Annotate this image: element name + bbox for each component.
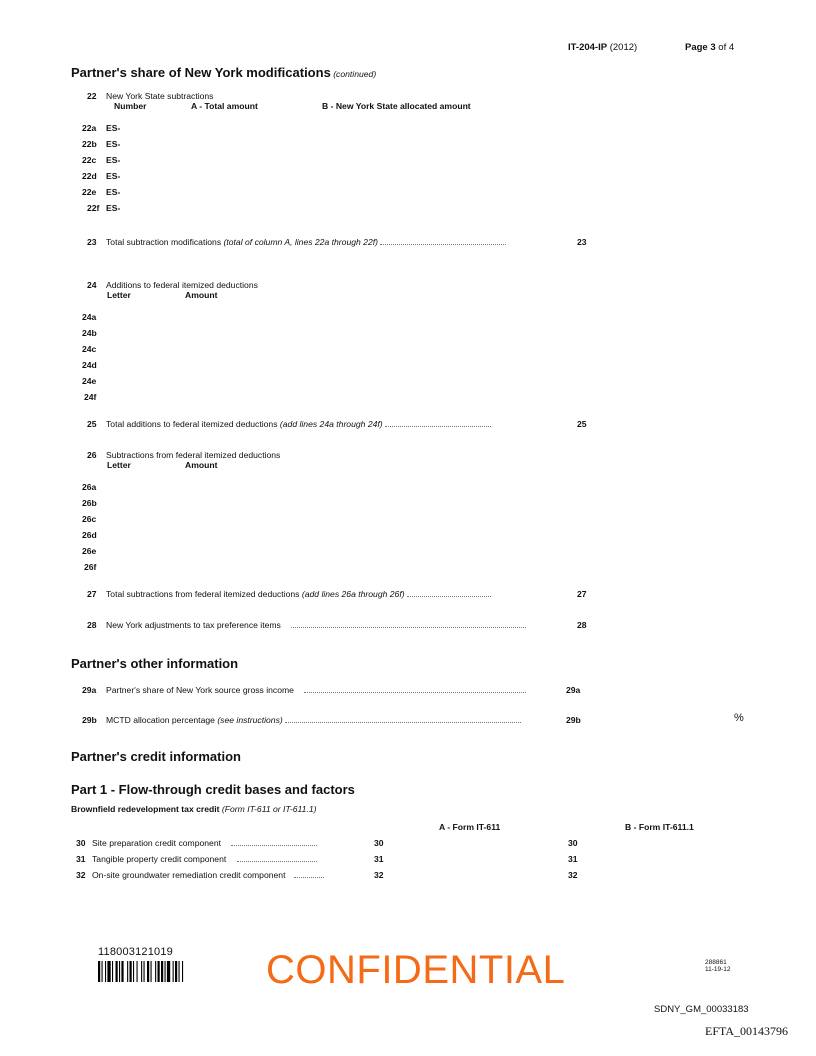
barcode-bar xyxy=(141,961,142,982)
barcode-bar xyxy=(147,961,149,982)
line-29b-label: MCTD allocation percentage xyxy=(106,715,215,725)
line-22-label: New York State subtractions xyxy=(106,91,214,101)
line-24f-num: 24f xyxy=(84,392,97,402)
line-26b-num: 26b xyxy=(82,498,97,508)
barcode-bar xyxy=(161,961,163,982)
line-29a-label: Partner's share of New York source gross income xyxy=(106,685,294,695)
line-27-note: (add lines 26a through 26f) xyxy=(301,589,405,599)
line-28-box: 28 xyxy=(577,620,587,630)
line-22-col-number: Number xyxy=(114,101,147,111)
page-word: Page xyxy=(685,42,708,53)
line-22-col-b: B - New York State allocated amount xyxy=(322,101,471,111)
part-1-title: Part 1 - Flow-through credit bases and factors xyxy=(71,782,355,797)
line-26f-num: 26f xyxy=(84,562,97,572)
line-24-col-letter: Letter xyxy=(107,290,131,300)
line-24e-num: 24e xyxy=(82,376,97,386)
line-28-label: New York adjustments to tax preference items xyxy=(106,620,281,630)
line-25-box: 25 xyxy=(577,419,587,429)
dot-leader xyxy=(385,421,491,427)
barcode-bar xyxy=(167,961,170,982)
line-22b-prefix: ES- xyxy=(106,139,121,149)
line-30-box-a: 30 xyxy=(374,838,384,848)
dot-leader xyxy=(285,717,521,723)
barcode-bar xyxy=(116,961,118,982)
line-26-col-letter: Letter xyxy=(107,460,131,470)
dot-leader xyxy=(294,872,324,878)
barcode-bar xyxy=(137,961,138,982)
line-22-col-a: A - Total amount xyxy=(191,101,258,111)
confidential-watermark: CONFIDENTIAL xyxy=(266,948,566,992)
form-code: 288861 xyxy=(705,959,727,966)
barcode-bar xyxy=(98,961,100,982)
line-27-label: Total subtractions from federal itemized deductions xyxy=(106,589,300,599)
line-24-number: 24 xyxy=(87,280,97,290)
section-title-text: Partner's share of New York modifications xyxy=(71,65,331,80)
page-of: of 4 xyxy=(718,42,735,53)
dot-leader xyxy=(231,840,317,846)
line-24a-num: 24a xyxy=(82,312,97,322)
line-25-text xyxy=(106,419,491,429)
barcode-bar xyxy=(133,961,134,982)
line-28-text xyxy=(106,620,526,630)
line-29b-note: (see instructions) xyxy=(217,715,283,725)
barcode-bar xyxy=(155,961,156,982)
line-22b-num: 22b xyxy=(82,139,97,149)
line-27-box: 27 xyxy=(577,589,587,599)
form-year: (2012) xyxy=(609,42,638,53)
line-26c-num: 26c xyxy=(82,514,97,524)
barcode-bar xyxy=(127,961,128,982)
line-31-box-b: 31 xyxy=(568,854,578,864)
barcode-bar xyxy=(173,961,174,982)
dot-leader xyxy=(380,239,506,245)
line-22e-prefix: ES- xyxy=(106,187,121,197)
line-24-label: Additions to federal itemized deductions xyxy=(106,280,258,290)
line-24-col-amount: Amount xyxy=(185,290,218,300)
line-29b-number: 29b xyxy=(82,715,97,725)
line-23-note: (total of column A, lines 22a through 22f) xyxy=(223,237,378,247)
barcode-number: 118003121019 xyxy=(98,946,173,958)
line-30-number: 30 xyxy=(76,838,86,848)
barcode-bar xyxy=(179,961,180,982)
line-22c-num: 22c xyxy=(82,155,97,165)
line-26-label: Subtractions from federal itemized deductions xyxy=(106,450,281,460)
line-23-number: 23 xyxy=(87,237,97,247)
line-32-label: On-site groundwater remediation credit component xyxy=(92,870,286,880)
page-number: 3 xyxy=(710,42,716,53)
section-title-other-info: Partner's other information xyxy=(71,656,239,671)
line-32-box-a: 32 xyxy=(374,870,384,880)
barcode-bar xyxy=(119,961,120,982)
line-29a-box: 29a xyxy=(566,685,581,695)
form-date-code: 11-19-12 xyxy=(705,966,731,973)
barcode-bar xyxy=(158,961,160,982)
percent-sign: % xyxy=(734,712,744,724)
line-32-number: 32 xyxy=(76,870,86,880)
bates-number: SDNY_GM_00033183 xyxy=(654,1004,749,1015)
line-32-text xyxy=(92,870,324,880)
dot-leader xyxy=(304,687,526,693)
barcode-bar xyxy=(112,961,113,982)
line-29b-box: 29b xyxy=(566,715,581,725)
line-25-number: 25 xyxy=(87,419,97,429)
page-header xyxy=(568,42,637,53)
barcode-bar xyxy=(182,961,183,982)
barcode-bar xyxy=(144,961,145,982)
brownfield-note: (Form IT-611 or IT-611.1) xyxy=(221,804,317,814)
line-28-number: 28 xyxy=(87,620,97,630)
line-30-label: Site preparation credit component xyxy=(92,838,221,848)
line-24b-num: 24b xyxy=(82,328,97,338)
barcode-image xyxy=(98,961,210,982)
line-31-box-a: 31 xyxy=(374,854,384,864)
line-26d-num: 26d xyxy=(82,530,97,540)
section-continued: (continued) xyxy=(333,69,377,79)
line-22f-prefix: ES- xyxy=(106,203,121,213)
dot-leader xyxy=(237,856,317,862)
barcode-bar xyxy=(121,961,123,982)
line-26-col-amount: Amount xyxy=(185,460,218,470)
barcode-bar xyxy=(102,961,103,982)
line-22a-num: 22a xyxy=(82,123,97,133)
brownfield-title xyxy=(71,804,316,814)
line-22a-prefix: ES- xyxy=(106,123,121,133)
line-22d-prefix: ES- xyxy=(106,171,121,181)
efta-number: EFTA_00143796 xyxy=(705,1024,789,1038)
barcode-bar xyxy=(130,961,132,982)
page-indicator xyxy=(685,42,734,53)
line-30-box-b: 30 xyxy=(568,838,578,848)
line-29a-number: 29a xyxy=(82,685,97,695)
line-25-note: (add lines 24a through 24f) xyxy=(279,419,383,429)
line-23-text xyxy=(106,237,506,247)
line-24d-num: 24d xyxy=(82,360,97,370)
line-22d-num: 22d xyxy=(82,171,97,181)
barcode-bar xyxy=(107,961,110,982)
barcode-bar xyxy=(151,961,152,982)
line-24c-num: 24c xyxy=(82,344,97,354)
barcode-bar xyxy=(165,961,166,982)
form-id: IT-204-IP xyxy=(568,42,608,53)
section-title-modifications xyxy=(71,65,376,80)
line-22c-prefix: ES- xyxy=(106,155,121,165)
barcode-bar xyxy=(175,961,177,982)
line-27-text xyxy=(106,589,491,599)
line-22-number: 22 xyxy=(87,91,97,101)
line-27-number: 27 xyxy=(87,589,97,599)
line-26a-num: 26a xyxy=(82,482,97,492)
line-23-label: Total subtraction modifications xyxy=(106,237,222,247)
dot-leader xyxy=(407,591,491,597)
line-22f-num: 22f xyxy=(87,203,100,213)
line-23-box: 23 xyxy=(577,237,587,247)
line-29b-text xyxy=(106,715,521,725)
brownfield-title-text: Brownfield redevelopment tax credit xyxy=(71,804,220,814)
line-22e-num: 22e xyxy=(82,187,97,197)
line-30-text xyxy=(92,838,317,848)
line-31-label: Tangible property credit component xyxy=(92,854,227,864)
line-31-number: 31 xyxy=(76,854,86,864)
line-25-label: Total additions to federal itemized deductions xyxy=(106,419,278,429)
line-32-box-b: 32 xyxy=(568,870,578,880)
line-26e-num: 26e xyxy=(82,546,97,556)
barcode-bar xyxy=(105,961,106,982)
line-31-text xyxy=(92,854,317,864)
section-title-credit-info: Partner's credit information xyxy=(71,749,241,764)
line-26-number: 26 xyxy=(87,450,97,460)
dot-leader xyxy=(291,622,526,628)
brownfield-col-a: A - Form IT-611 xyxy=(439,822,501,832)
brownfield-col-b: B - Form IT-611.1 xyxy=(625,822,694,832)
line-29a-text xyxy=(106,685,526,695)
